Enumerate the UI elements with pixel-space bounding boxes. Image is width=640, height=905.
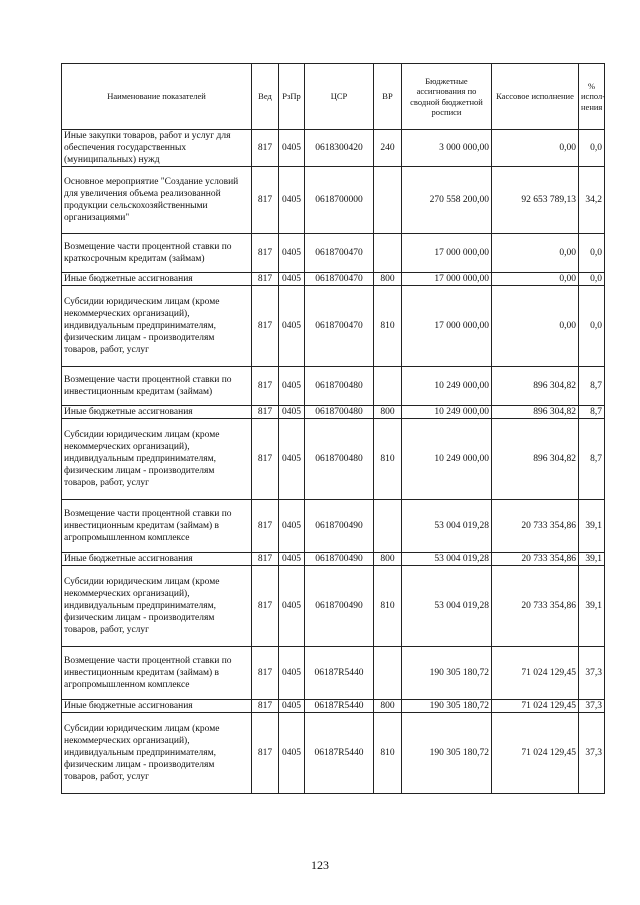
row-pct: 39,1 [579, 500, 605, 553]
table-row [62, 553, 605, 566]
header-csr: ЦСР [305, 64, 374, 130]
row-rzpr: 0405 [279, 553, 305, 566]
table-row [62, 713, 605, 794]
row-csr: 0618700000 [305, 167, 374, 234]
row-pct: 0,0 [579, 286, 605, 367]
row-pct: 8,7 [579, 406, 605, 419]
header-cash: Кассовое исполнение [492, 64, 579, 130]
row-cash: 0,00 [492, 234, 579, 273]
row-pct: 37,3 [579, 647, 605, 700]
row-budget: 53 004 019,28 [402, 500, 492, 553]
row-cash: 71 024 129,45 [492, 647, 579, 700]
row-pct: 0,0 [579, 130, 605, 167]
row-name: Иные закупки товаров, работ и услуг для обеспечения государственных (муниципальных) нужд [62, 130, 252, 167]
table-row [62, 367, 605, 406]
row-pct: 8,7 [579, 419, 605, 500]
row-rzpr: 0405 [279, 713, 305, 794]
row-vr: 240 [374, 130, 402, 167]
row-budget: 3 000 000,00 [402, 130, 492, 167]
row-rzpr: 0405 [279, 234, 305, 273]
row-budget: 190 305 180,72 [402, 700, 492, 713]
row-name: Иные бюджетные ассигнования [62, 700, 252, 713]
row-csr: 0618300420 [305, 130, 374, 167]
row-name: Возмещение части процентной ставки по инвестиционным кредитам (займам) в агропромышленном комплексе [62, 647, 252, 700]
header-vr: ВР [374, 64, 402, 130]
row-cash: 20 733 354,86 [492, 566, 579, 647]
row-csr: 0618700490 [305, 500, 374, 553]
row-rzpr: 0405 [279, 286, 305, 367]
table-row [62, 406, 605, 419]
row-csr: 0618700470 [305, 286, 374, 367]
row-csr: 0618700470 [305, 273, 374, 286]
row-ved: 817 [252, 566, 279, 647]
row-vr: 800 [374, 700, 402, 713]
row-pct: 0,0 [579, 273, 605, 286]
row-name: Иные бюджетные ассигнования [62, 273, 252, 286]
row-budget: 17 000 000,00 [402, 273, 492, 286]
row-csr: 0618700470 [305, 234, 374, 273]
row-vr [374, 234, 402, 273]
row-cash: 71 024 129,45 [492, 713, 579, 794]
row-rzpr: 0405 [279, 647, 305, 700]
row-rzpr: 0405 [279, 367, 305, 406]
row-cash: 0,00 [492, 286, 579, 367]
table-row [62, 566, 605, 647]
row-budget: 17 000 000,00 [402, 234, 492, 273]
row-ved: 817 [252, 286, 279, 367]
row-csr: 0618700480 [305, 419, 374, 500]
row-vr [374, 167, 402, 234]
row-budget: 53 004 019,28 [402, 553, 492, 566]
row-cash: 0,00 [492, 273, 579, 286]
row-name: Возмещение части процентной ставки по инвестиционным кредитам (займам) [62, 367, 252, 406]
row-ved: 817 [252, 700, 279, 713]
row-budget: 270 558 200,00 [402, 167, 492, 234]
row-budget: 10 249 000,00 [402, 367, 492, 406]
row-budget: 10 249 000,00 [402, 419, 492, 500]
row-pct: 37,3 [579, 713, 605, 794]
row-name: Субсидии юридическим лицам (кроме некоммерческих организаций), индивидуальным предпринимателям, физическим лицам - производителям товаров, работ, услуг [62, 286, 252, 367]
row-ved: 817 [252, 273, 279, 286]
row-ved: 817 [252, 234, 279, 273]
row-name: Субсидии юридическим лицам (кроме некоммерческих организаций), индивидуальным предпринимателям, физическим лицам - производителям товаров, работ, услуг [62, 419, 252, 500]
row-rzpr: 0405 [279, 130, 305, 167]
row-cash: 20 733 354,86 [492, 553, 579, 566]
table-row [62, 167, 605, 234]
row-pct: 39,1 [579, 553, 605, 566]
row-budget: 17 000 000,00 [402, 286, 492, 367]
table-row [62, 286, 605, 367]
table-row [62, 500, 605, 553]
row-rzpr: 0405 [279, 566, 305, 647]
row-vr: 810 [374, 286, 402, 367]
table-row [62, 419, 605, 500]
row-pct: 8,7 [579, 367, 605, 406]
row-pct: 39,1 [579, 566, 605, 647]
row-ved: 817 [252, 553, 279, 566]
row-pct: 37,3 [579, 700, 605, 713]
row-rzpr: 0405 [279, 273, 305, 286]
row-name: Иные бюджетные ассигнования [62, 406, 252, 419]
row-csr: 0618700480 [305, 406, 374, 419]
row-vr: 800 [374, 553, 402, 566]
row-csr: 0618700490 [305, 566, 374, 647]
row-ved: 817 [252, 167, 279, 234]
row-vr: 810 [374, 419, 402, 500]
row-budget: 190 305 180,72 [402, 713, 492, 794]
header-name: Наименование показателей [62, 64, 252, 130]
row-rzpr: 0405 [279, 500, 305, 553]
table-header-row [62, 64, 605, 130]
row-rzpr: 0405 [279, 419, 305, 500]
row-ved: 817 [252, 500, 279, 553]
row-rzpr: 0405 [279, 406, 305, 419]
table-row [62, 700, 605, 713]
row-ved: 817 [252, 367, 279, 406]
row-name: Основное мероприятие "Создание условий для увеличения объема реализованной продукции сельскохозяйственными организациями" [62, 167, 252, 234]
header-budget: Бюджетные ассигнования по сводной бюджетной росписи [402, 64, 492, 130]
row-ved: 817 [252, 713, 279, 794]
row-name: Субсидии юридическим лицам (кроме некоммерческих организаций), индивидуальным предпринимателям, физическим лицам - производителям товаров, работ, услуг [62, 566, 252, 647]
row-vr [374, 367, 402, 406]
row-rzpr: 0405 [279, 167, 305, 234]
row-cash: 896 304,82 [492, 406, 579, 419]
row-csr: 0618700490 [305, 553, 374, 566]
row-vr [374, 647, 402, 700]
row-budget: 53 004 019,28 [402, 566, 492, 647]
row-csr: 0618700480 [305, 367, 374, 406]
row-vr: 810 [374, 713, 402, 794]
row-ved: 817 [252, 419, 279, 500]
row-ved: 817 [252, 647, 279, 700]
row-ved: 817 [252, 406, 279, 419]
row-cash: 896 304,82 [492, 419, 579, 500]
header-rzpr: РзПр [279, 64, 305, 130]
table-row [62, 130, 605, 167]
row-name: Возмещение части процентной ставки по инвестиционным кредитам (займам) в агропромышленном комплексе [62, 500, 252, 553]
row-name: Субсидии юридическим лицам (кроме некоммерческих организаций), индивидуальным предпринимателям, физическим лицам - производителям товаров, работ, услуг [62, 713, 252, 794]
table-row [62, 273, 605, 286]
row-budget: 190 305 180,72 [402, 647, 492, 700]
row-vr: 800 [374, 406, 402, 419]
row-cash: 896 304,82 [492, 367, 579, 406]
page-number: 123 [311, 858, 329, 872]
row-cash: 20 733 354,86 [492, 500, 579, 553]
header-pct: % испол-нения [579, 64, 605, 130]
row-csr: 06187R5440 [305, 647, 374, 700]
row-cash: 71 024 129,45 [492, 700, 579, 713]
row-name: Возмещение части процентной ставки по краткосрочным кредитам (займам) [62, 234, 252, 273]
row-name: Иные бюджетные ассигнования [62, 553, 252, 566]
row-csr: 06187R5440 [305, 713, 374, 794]
row-vr [374, 500, 402, 553]
budget-execution-table [61, 63, 605, 794]
table-row [62, 234, 605, 273]
table-row [62, 647, 605, 700]
row-pct: 0,0 [579, 234, 605, 273]
row-pct: 34,2 [579, 167, 605, 234]
row-csr: 06187R5440 [305, 700, 374, 713]
row-cash: 92 653 789,13 [492, 167, 579, 234]
row-budget: 10 249 000,00 [402, 406, 492, 419]
row-vr: 810 [374, 566, 402, 647]
row-cash: 0,00 [492, 130, 579, 167]
row-rzpr: 0405 [279, 700, 305, 713]
header-ved: Вед [252, 64, 279, 130]
row-ved: 817 [252, 130, 279, 167]
row-vr: 800 [374, 273, 402, 286]
